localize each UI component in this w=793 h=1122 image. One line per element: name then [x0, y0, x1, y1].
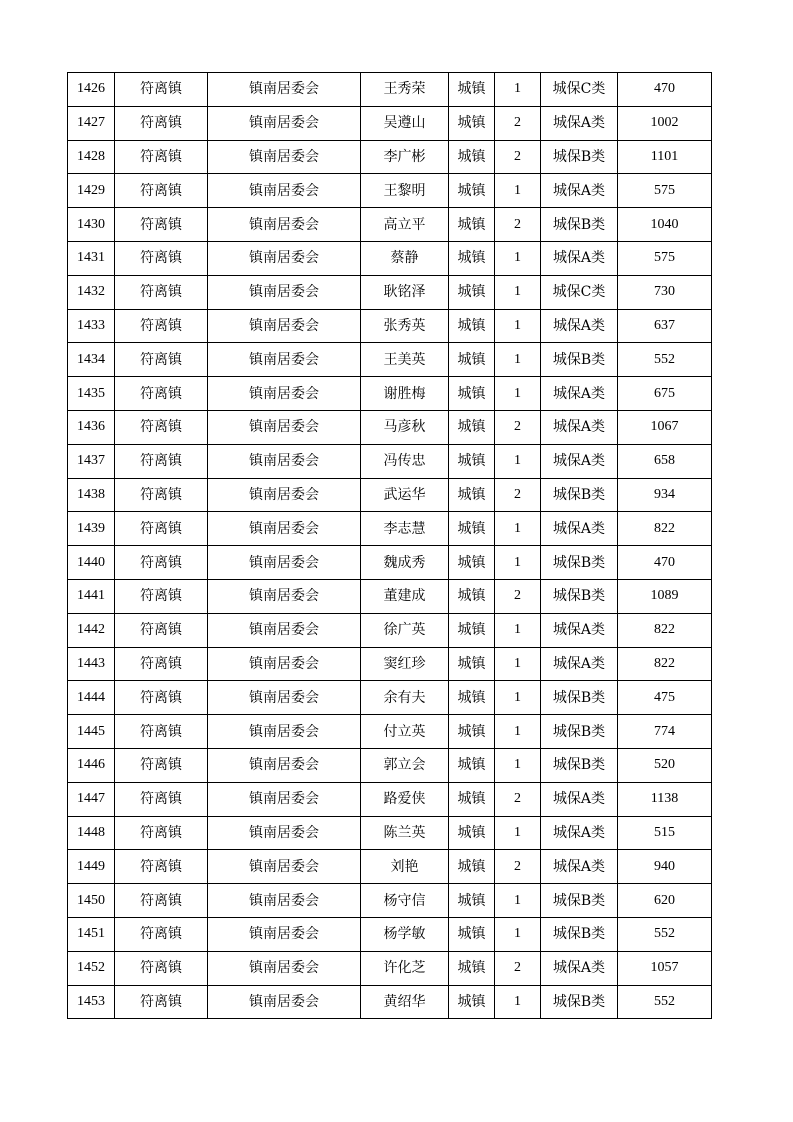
town-cell: 符离镇: [115, 850, 208, 884]
name-cell: 耿铭泽: [361, 275, 449, 309]
category-cell: 城保A类: [541, 410, 618, 444]
name-cell: 王美英: [361, 343, 449, 377]
amount-cell: 658: [618, 444, 712, 478]
serial-number-cell: 1437: [68, 444, 115, 478]
committee-cell: 镇南居委会: [208, 816, 361, 850]
table-row: [68, 985, 712, 1019]
serial-number-cell: 1448: [68, 816, 115, 850]
area-type-cell: 城镇: [449, 613, 495, 647]
category-cell: 城保A类: [541, 174, 618, 208]
committee-cell: 镇南居委会: [208, 73, 361, 107]
table-row: [68, 647, 712, 681]
name-cell: 杨守信: [361, 884, 449, 918]
name-cell: 张秀英: [361, 309, 449, 343]
household-size-cell: 1: [495, 73, 541, 107]
amount-cell: 940: [618, 850, 712, 884]
serial-number-cell: 1452: [68, 951, 115, 985]
committee-cell: 镇南居委会: [208, 546, 361, 580]
committee-cell: 镇南居委会: [208, 782, 361, 816]
serial-number-cell: 1444: [68, 681, 115, 715]
table-row: [68, 850, 712, 884]
town-cell: 符离镇: [115, 140, 208, 174]
serial-number-cell: 1445: [68, 715, 115, 749]
serial-number-cell: 1432: [68, 275, 115, 309]
household-size-cell: 1: [495, 816, 541, 850]
area-type-cell: 城镇: [449, 444, 495, 478]
amount-cell: 552: [618, 985, 712, 1019]
committee-cell: 镇南居委会: [208, 478, 361, 512]
table-row: [68, 309, 712, 343]
serial-number-cell: 1433: [68, 309, 115, 343]
category-cell: 城保B类: [541, 546, 618, 580]
category-cell: 城保C类: [541, 275, 618, 309]
town-cell: 符离镇: [115, 748, 208, 782]
committee-cell: 镇南居委会: [208, 613, 361, 647]
category-cell: 城保B类: [541, 884, 618, 918]
name-cell: 蔡静: [361, 241, 449, 275]
town-cell: 符离镇: [115, 512, 208, 546]
name-cell: 许化芝: [361, 951, 449, 985]
household-size-cell: 2: [495, 782, 541, 816]
household-size-cell: 1: [495, 512, 541, 546]
area-type-cell: 城镇: [449, 748, 495, 782]
category-cell: 城保A类: [541, 241, 618, 275]
serial-number-cell: 1442: [68, 613, 115, 647]
household-size-cell: 1: [495, 275, 541, 309]
committee-cell: 镇南居委会: [208, 241, 361, 275]
serial-number-cell: 1447: [68, 782, 115, 816]
name-cell: 刘艳: [361, 850, 449, 884]
area-type-cell: 城镇: [449, 512, 495, 546]
amount-cell: 520: [618, 748, 712, 782]
name-cell: 马彦秋: [361, 410, 449, 444]
area-type-cell: 城镇: [449, 73, 495, 107]
table-row: [68, 241, 712, 275]
serial-number-cell: 1441: [68, 579, 115, 613]
serial-number-cell: 1428: [68, 140, 115, 174]
household-size-cell: 1: [495, 715, 541, 749]
table-row: [68, 410, 712, 444]
town-cell: 符离镇: [115, 410, 208, 444]
committee-cell: 镇南居委会: [208, 681, 361, 715]
category-cell: 城保A类: [541, 850, 618, 884]
area-type-cell: 城镇: [449, 816, 495, 850]
amount-cell: 822: [618, 647, 712, 681]
committee-cell: 镇南居委会: [208, 884, 361, 918]
committee-cell: 镇南居委会: [208, 579, 361, 613]
town-cell: 符离镇: [115, 917, 208, 951]
area-type-cell: 城镇: [449, 647, 495, 681]
roster-table: [67, 72, 712, 1019]
household-size-cell: 1: [495, 647, 541, 681]
table-row: [68, 174, 712, 208]
serial-number-cell: 1449: [68, 850, 115, 884]
table-row: [68, 377, 712, 411]
serial-number-cell: 1446: [68, 748, 115, 782]
serial-number-cell: 1450: [68, 884, 115, 918]
household-size-cell: 2: [495, 410, 541, 444]
name-cell: 徐广英: [361, 613, 449, 647]
committee-cell: 镇南居委会: [208, 377, 361, 411]
category-cell: 城保B类: [541, 579, 618, 613]
amount-cell: 620: [618, 884, 712, 918]
area-type-cell: 城镇: [449, 208, 495, 242]
table-row: [68, 816, 712, 850]
committee-cell: 镇南居委会: [208, 850, 361, 884]
serial-number-cell: 1435: [68, 377, 115, 411]
household-size-cell: 2: [495, 208, 541, 242]
household-size-cell: 1: [495, 985, 541, 1019]
name-cell: 冯传忠: [361, 444, 449, 478]
town-cell: 符离镇: [115, 715, 208, 749]
table-row: [68, 748, 712, 782]
amount-cell: 552: [618, 343, 712, 377]
committee-cell: 镇南居委会: [208, 917, 361, 951]
household-size-cell: 2: [495, 106, 541, 140]
area-type-cell: 城镇: [449, 106, 495, 140]
name-cell: 王黎明: [361, 174, 449, 208]
category-cell: 城保B类: [541, 681, 618, 715]
town-cell: 符离镇: [115, 208, 208, 242]
town-cell: 符离镇: [115, 73, 208, 107]
area-type-cell: 城镇: [449, 377, 495, 411]
serial-number-cell: 1453: [68, 985, 115, 1019]
area-type-cell: 城镇: [449, 174, 495, 208]
amount-cell: 774: [618, 715, 712, 749]
committee-cell: 镇南居委会: [208, 647, 361, 681]
table-row: [68, 73, 712, 107]
table-row: [68, 715, 712, 749]
table-row: [68, 343, 712, 377]
household-size-cell: 2: [495, 579, 541, 613]
name-cell: 李广彬: [361, 140, 449, 174]
household-size-cell: 1: [495, 917, 541, 951]
amount-cell: 1067: [618, 410, 712, 444]
household-size-cell: 1: [495, 444, 541, 478]
amount-cell: 675: [618, 377, 712, 411]
committee-cell: 镇南居委会: [208, 951, 361, 985]
town-cell: 符离镇: [115, 681, 208, 715]
committee-cell: 镇南居委会: [208, 715, 361, 749]
town-cell: 符离镇: [115, 478, 208, 512]
committee-cell: 镇南居委会: [208, 985, 361, 1019]
town-cell: 符离镇: [115, 985, 208, 1019]
town-cell: 符离镇: [115, 546, 208, 580]
serial-number-cell: 1427: [68, 106, 115, 140]
committee-cell: 镇南居委会: [208, 444, 361, 478]
category-cell: 城保B类: [541, 140, 618, 174]
household-size-cell: 1: [495, 748, 541, 782]
category-cell: 城保A类: [541, 309, 618, 343]
table-row: [68, 917, 712, 951]
committee-cell: 镇南居委会: [208, 410, 361, 444]
name-cell: 吴遵山: [361, 106, 449, 140]
town-cell: 符离镇: [115, 816, 208, 850]
area-type-cell: 城镇: [449, 985, 495, 1019]
town-cell: 符离镇: [115, 884, 208, 918]
area-type-cell: 城镇: [449, 140, 495, 174]
category-cell: 城保A类: [541, 377, 618, 411]
area-type-cell: 城镇: [449, 715, 495, 749]
amount-cell: 552: [618, 917, 712, 951]
committee-cell: 镇南居委会: [208, 106, 361, 140]
amount-cell: 730: [618, 275, 712, 309]
town-cell: 符离镇: [115, 275, 208, 309]
serial-number-cell: 1429: [68, 174, 115, 208]
serial-number-cell: 1434: [68, 343, 115, 377]
town-cell: 符离镇: [115, 647, 208, 681]
household-size-cell: 2: [495, 478, 541, 512]
committee-cell: 镇南居委会: [208, 275, 361, 309]
amount-cell: 934: [618, 478, 712, 512]
roster-table-body: [68, 73, 712, 1019]
name-cell: 谢胜梅: [361, 377, 449, 411]
area-type-cell: 城镇: [449, 782, 495, 816]
category-cell: 城保A类: [541, 951, 618, 985]
town-cell: 符离镇: [115, 444, 208, 478]
category-cell: 城保A类: [541, 512, 618, 546]
town-cell: 符离镇: [115, 613, 208, 647]
area-type-cell: 城镇: [449, 681, 495, 715]
amount-cell: 1057: [618, 951, 712, 985]
serial-number-cell: 1438: [68, 478, 115, 512]
category-cell: 城保B类: [541, 917, 618, 951]
committee-cell: 镇南居委会: [208, 140, 361, 174]
household-size-cell: 2: [495, 850, 541, 884]
name-cell: 黄绍华: [361, 985, 449, 1019]
amount-cell: 575: [618, 174, 712, 208]
name-cell: 武运华: [361, 478, 449, 512]
area-type-cell: 城镇: [449, 410, 495, 444]
household-size-cell: 2: [495, 140, 541, 174]
amount-cell: 822: [618, 613, 712, 647]
category-cell: 城保A类: [541, 816, 618, 850]
table-row: [68, 613, 712, 647]
town-cell: 符离镇: [115, 241, 208, 275]
amount-cell: 1101: [618, 140, 712, 174]
area-type-cell: 城镇: [449, 546, 495, 580]
household-size-cell: 1: [495, 343, 541, 377]
category-cell: 城保B类: [541, 715, 618, 749]
amount-cell: 1002: [618, 106, 712, 140]
area-type-cell: 城镇: [449, 951, 495, 985]
amount-cell: 1089: [618, 579, 712, 613]
table-row: [68, 444, 712, 478]
name-cell: 陈兰英: [361, 816, 449, 850]
household-size-cell: 1: [495, 613, 541, 647]
household-size-cell: 1: [495, 174, 541, 208]
serial-number-cell: 1436: [68, 410, 115, 444]
town-cell: 符离镇: [115, 951, 208, 985]
area-type-cell: 城镇: [449, 884, 495, 918]
category-cell: 城保B类: [541, 478, 618, 512]
household-size-cell: 2: [495, 951, 541, 985]
table-row: [68, 681, 712, 715]
name-cell: 郭立会: [361, 748, 449, 782]
category-cell: 城保A类: [541, 782, 618, 816]
committee-cell: 镇南居委会: [208, 174, 361, 208]
area-type-cell: 城镇: [449, 343, 495, 377]
name-cell: 路爱侠: [361, 782, 449, 816]
table-row: [68, 951, 712, 985]
name-cell: 董建成: [361, 579, 449, 613]
committee-cell: 镇南居委会: [208, 748, 361, 782]
amount-cell: 637: [618, 309, 712, 343]
amount-cell: 470: [618, 546, 712, 580]
serial-number-cell: 1430: [68, 208, 115, 242]
committee-cell: 镇南居委会: [208, 208, 361, 242]
amount-cell: 1040: [618, 208, 712, 242]
amount-cell: 515: [618, 816, 712, 850]
town-cell: 符离镇: [115, 377, 208, 411]
table-row: [68, 546, 712, 580]
name-cell: 魏成秀: [361, 546, 449, 580]
table-row: [68, 884, 712, 918]
category-cell: 城保A类: [541, 444, 618, 478]
area-type-cell: 城镇: [449, 579, 495, 613]
category-cell: 城保B类: [541, 208, 618, 242]
serial-number-cell: 1451: [68, 917, 115, 951]
table-row: [68, 512, 712, 546]
serial-number-cell: 1443: [68, 647, 115, 681]
serial-number-cell: 1431: [68, 241, 115, 275]
town-cell: 符离镇: [115, 782, 208, 816]
serial-number-cell: 1439: [68, 512, 115, 546]
amount-cell: 822: [618, 512, 712, 546]
name-cell: 王秀荣: [361, 73, 449, 107]
town-cell: 符离镇: [115, 343, 208, 377]
category-cell: 城保A类: [541, 613, 618, 647]
household-size-cell: 1: [495, 241, 541, 275]
amount-cell: 475: [618, 681, 712, 715]
household-size-cell: 1: [495, 309, 541, 343]
town-cell: 符离镇: [115, 579, 208, 613]
category-cell: 城保B类: [541, 748, 618, 782]
table-row: [68, 106, 712, 140]
name-cell: 窦红珍: [361, 647, 449, 681]
amount-cell: 1138: [618, 782, 712, 816]
name-cell: 付立英: [361, 715, 449, 749]
category-cell: 城保A类: [541, 647, 618, 681]
area-type-cell: 城镇: [449, 850, 495, 884]
area-type-cell: 城镇: [449, 478, 495, 512]
area-type-cell: 城镇: [449, 917, 495, 951]
household-size-cell: 1: [495, 546, 541, 580]
table-row: [68, 782, 712, 816]
name-cell: 李志慧: [361, 512, 449, 546]
table-row: [68, 478, 712, 512]
area-type-cell: 城镇: [449, 309, 495, 343]
table-row: [68, 275, 712, 309]
area-type-cell: 城镇: [449, 241, 495, 275]
table-row: [68, 579, 712, 613]
serial-number-cell: 1440: [68, 546, 115, 580]
amount-cell: 575: [618, 241, 712, 275]
name-cell: 高立平: [361, 208, 449, 242]
town-cell: 符离镇: [115, 106, 208, 140]
committee-cell: 镇南居委会: [208, 343, 361, 377]
table-row: [68, 208, 712, 242]
household-size-cell: 1: [495, 884, 541, 918]
household-size-cell: 1: [495, 377, 541, 411]
category-cell: 城保B类: [541, 985, 618, 1019]
serial-number-cell: 1426: [68, 73, 115, 107]
amount-cell: 470: [618, 73, 712, 107]
household-size-cell: 1: [495, 681, 541, 715]
table-row: [68, 140, 712, 174]
category-cell: 城保A类: [541, 106, 618, 140]
committee-cell: 镇南居委会: [208, 309, 361, 343]
area-type-cell: 城镇: [449, 275, 495, 309]
category-cell: 城保B类: [541, 343, 618, 377]
town-cell: 符离镇: [115, 174, 208, 208]
town-cell: 符离镇: [115, 309, 208, 343]
name-cell: 杨学敏: [361, 917, 449, 951]
category-cell: 城保C类: [541, 73, 618, 107]
name-cell: 余有夫: [361, 681, 449, 715]
committee-cell: 镇南居委会: [208, 512, 361, 546]
